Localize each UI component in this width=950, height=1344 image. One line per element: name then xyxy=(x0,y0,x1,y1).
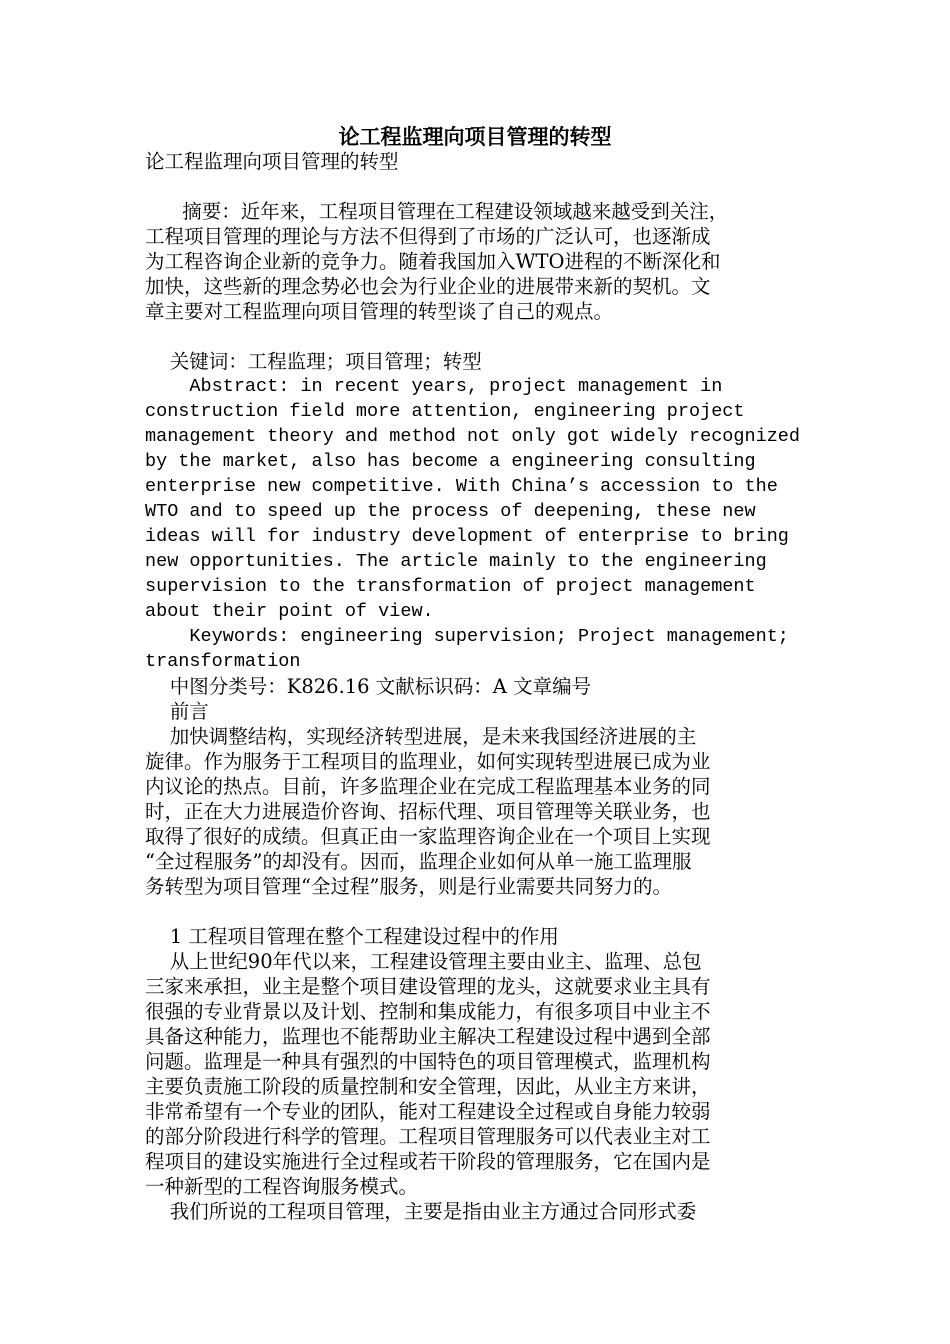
text-line: 关键词：工程监理；项目管理；转型 xyxy=(145,350,482,373)
text-line: 很强的专业背景以及计划、控制和集成能力，有很多项目中业主不 xyxy=(145,1000,711,1023)
text-line: Keywords: engineering supervision; Project management; xyxy=(145,626,789,647)
text-line: supervision to the transformation of project management xyxy=(145,576,756,597)
blank-line xyxy=(145,324,810,349)
text-line: 摘要：近年来，工程项目管理在工程建设领域越来越受到关注， xyxy=(145,200,729,223)
text-line: 一种新型的工程咨询服务模式。 xyxy=(145,1175,419,1198)
text-line: 时，正在大力进展造价咨询、招标代理、项目管理等关联业务，也 xyxy=(145,800,711,823)
text-line: 旋律。作为服务于工程项目的监理业，如何实现转型进展已成为业 xyxy=(145,750,711,773)
text-line: 1 工程项目管理在整个工程建设过程中的作用 xyxy=(145,925,559,948)
text-line: 务转型为项目管理“全过程”服务，则是行业需要共同努力的。 xyxy=(145,875,672,898)
text-line: 中图分类号：K826.16 文献标识码：A 文章编号 xyxy=(145,675,592,698)
text-line: 取得了很好的成绩。但真正由一家监理咨询企业在一个项目上实现 xyxy=(145,825,711,848)
text-line: new opportunities. The article mainly to the engineering xyxy=(145,551,767,572)
text-line: 三家来承担，业主是整个项目建设管理的龙头，这就要求业主具有 xyxy=(145,975,711,998)
text-line: 加快调整结构，实现经济转型进展，是未来我国经济进展的主 xyxy=(145,725,697,748)
text-line: about their point of view. xyxy=(145,601,434,622)
text-line: “全过程服务”的却没有。因而，监理企业如何从单一施工监理服 xyxy=(145,850,692,873)
text-line: ideas will for industry development of enterprise to bring xyxy=(145,526,789,547)
text-line: 内议论的热点。目前，许多监理企业在完成工程监理基本业务的同 xyxy=(145,775,711,798)
text-line: management theory and method not only got widely recognized xyxy=(145,426,801,447)
text-line: 论工程监理向项目管理的转型 xyxy=(145,150,399,173)
text-line: transformation xyxy=(145,651,301,672)
text-line: 我们所说的工程项目管理，主要是指由业主方通过合同形式委 xyxy=(145,1200,697,1223)
text-line: 前言 xyxy=(145,700,209,723)
text-line: 从上世纪90年代以来，工程建设管理主要由业主、监理、总包 xyxy=(145,950,702,973)
text-line: construction field more attention, engineering project xyxy=(145,401,745,422)
text-line: 非常希望有一个专业的团队，能对工程建设全过程或自身能力较弱 xyxy=(145,1100,711,1123)
document-body xyxy=(145,149,810,1224)
text-line: 章主要对工程监理向项目管理的转型谈了自己的观点。 xyxy=(145,300,614,323)
blank-line xyxy=(145,899,810,924)
text-line: 工程项目管理的理论与方法不但得到了市场的广泛认可，也逐渐成 xyxy=(145,225,711,248)
text-line: Abstract: in recent years, project management in xyxy=(145,376,723,397)
text-line: 主要负责施工阶段的质量控制和安全管理，因此，从业主方来讲， xyxy=(145,1075,711,1098)
text-line: 问题。监理是一种具有强烈的中国特色的项目管理模式，监理机构 xyxy=(145,1050,711,1073)
text-line: WTO and to speed up the process of deepening, these new xyxy=(145,501,756,522)
text-line: 的部分阶段进行科学的管理。工程项目管理服务可以代表业主对工 xyxy=(145,1125,711,1148)
text-line: 为工程咨询企业新的竞争力。随着我国加入WTO进程的不断深化和 xyxy=(145,250,721,273)
text-line: 程项目的建设实施进行全过程或若干阶段的管理服务，它在国内是 xyxy=(145,1150,711,1173)
text-line: 加快，这些新的理念势必也会为行业企业的进展带来新的契机。文 xyxy=(145,275,711,298)
text-line: by the market, also has become a engineering consulting xyxy=(145,451,756,472)
text-line: 具备这种能力，监理也不能帮助业主解决工程建设过程中遇到全部 xyxy=(145,1025,711,1048)
text-line: enterprise new competitive. With China’s accession to the xyxy=(145,476,778,497)
document-title: 论工程监理向项目管理的转型 xyxy=(338,124,612,149)
blank-line xyxy=(145,174,810,199)
